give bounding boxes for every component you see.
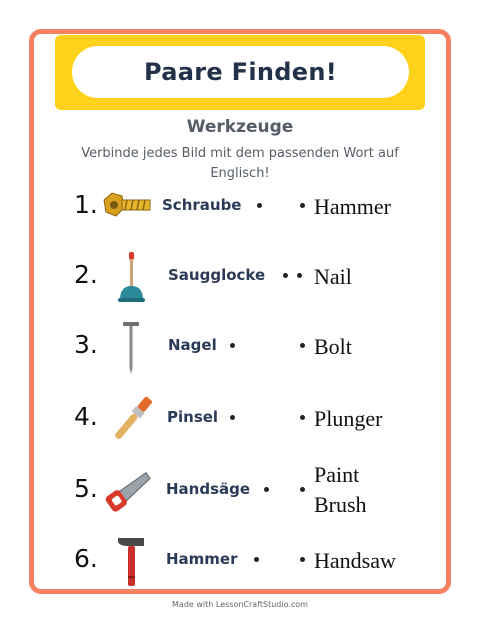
item-number: 3. bbox=[74, 330, 98, 359]
right-connector-dot[interactable] bbox=[300, 487, 305, 492]
match-row bbox=[0, 178, 480, 238]
left-connector-dot[interactable] bbox=[230, 415, 235, 420]
english-word: Nail bbox=[314, 264, 352, 289]
item-number: 5. bbox=[74, 474, 98, 503]
handsaw-icon bbox=[102, 462, 156, 522]
german-word: Saugglocke bbox=[168, 266, 266, 284]
bolt-icon bbox=[100, 178, 154, 238]
left-connector-dot[interactable] bbox=[257, 203, 262, 208]
hammer-icon bbox=[104, 532, 158, 592]
footer-credit: Made with LessonCraftStudio.com bbox=[172, 600, 308, 609]
german-word: Pinsel bbox=[167, 408, 219, 426]
page-title: Paare Finden! bbox=[72, 46, 409, 98]
match-row bbox=[0, 390, 480, 450]
right-connector-dot[interactable] bbox=[297, 273, 302, 278]
english-word: Plunger bbox=[314, 406, 383, 431]
left-connector-dot[interactable] bbox=[230, 343, 235, 348]
left-connector-dot[interactable] bbox=[254, 557, 259, 562]
nail-icon bbox=[104, 318, 158, 378]
match-row bbox=[0, 318, 480, 378]
right-connector-dot[interactable] bbox=[300, 343, 305, 348]
german-word: Hammer bbox=[166, 550, 238, 568]
match-row bbox=[0, 532, 480, 592]
german-word: Nagel bbox=[168, 336, 217, 354]
match-row bbox=[0, 248, 480, 308]
left-connector-dot[interactable] bbox=[283, 273, 288, 278]
worksheet-subtitle: Werkzeuge bbox=[186, 117, 294, 137]
item-number: 6. bbox=[74, 544, 98, 573]
english-word: Handsaw bbox=[314, 548, 396, 573]
plunger-icon bbox=[104, 248, 158, 308]
right-connector-dot[interactable] bbox=[300, 557, 305, 562]
item-number: 2. bbox=[74, 260, 98, 289]
instructions-text: Verbinde jedes Bild mit dem passenden Wort auf Englisch! bbox=[81, 146, 399, 181]
paintbrush-icon bbox=[104, 390, 158, 450]
left-connector-dot[interactable] bbox=[264, 487, 269, 492]
item-number: 4. bbox=[74, 402, 98, 431]
english-word: Paint Brush bbox=[314, 462, 367, 517]
english-word: Bolt bbox=[314, 334, 352, 359]
german-word: Schraube bbox=[162, 196, 242, 214]
right-connector-dot[interactable] bbox=[300, 415, 305, 420]
english-word: Hammer bbox=[314, 194, 391, 219]
item-number: 1. bbox=[74, 190, 98, 219]
right-connector-dot[interactable] bbox=[300, 203, 305, 208]
german-word: Handsäge bbox=[166, 480, 251, 498]
match-row bbox=[0, 462, 480, 522]
